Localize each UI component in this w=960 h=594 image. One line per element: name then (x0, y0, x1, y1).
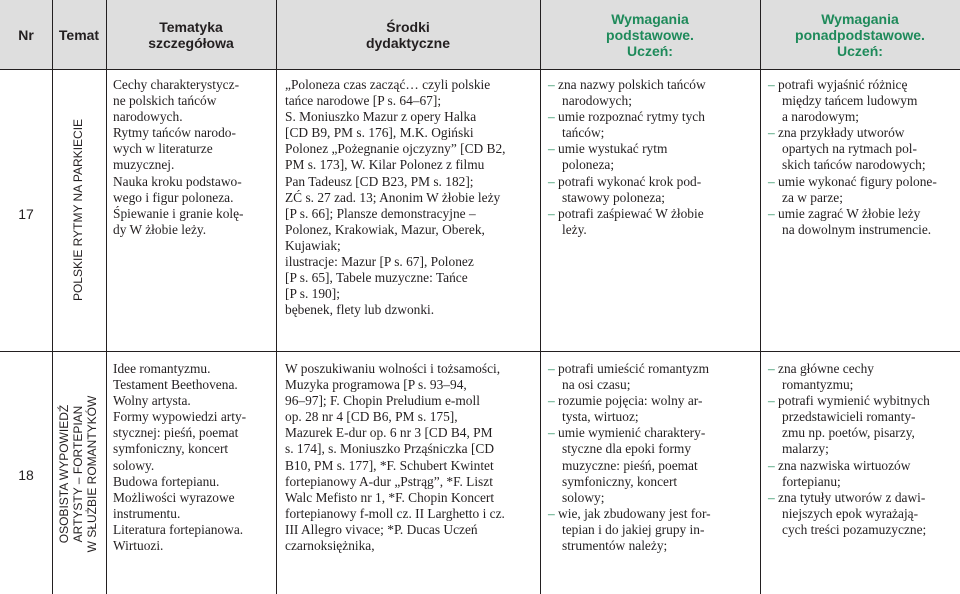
text-line: Możliwości wyrazowe (113, 489, 235, 505)
text-line: III Allegro vivace; *P. Ducas Uczeń (285, 521, 478, 537)
requirement-text: między tańcem ludowym (782, 93, 918, 109)
requirement-text: potrafi umieścić romantyzm (558, 361, 710, 376)
row-topic (50, 356, 106, 592)
row-number: 17 (18, 206, 34, 222)
requirement-text: na dowolnym instrumencie. (782, 221, 932, 237)
requirement-continuation (562, 93, 758, 109)
requirement-text: zna nazwy polskich tańców (558, 77, 706, 92)
requirement-item (548, 393, 758, 409)
text-line: 96–97]; F. Chopin Preludium e-moll (285, 393, 480, 409)
text-line: instrumentu. (113, 505, 181, 521)
requirement-continuation (562, 522, 758, 538)
dash-bullet-icon: – (768, 361, 779, 376)
topic-title: POLSKIE RYTMY NA PARKIECIE (71, 118, 85, 302)
requirement-continuation (782, 222, 958, 238)
requirement-text: stawowy poloneza; (562, 189, 666, 205)
requirement-text: potrafi wymienić wybitnych (778, 393, 930, 409)
requirement-text: leży. (562, 221, 587, 237)
requirement-text: umie wystukać rytm (558, 141, 668, 157)
requirement-item (548, 361, 758, 377)
requirement-text: tysta, wirtuoz; (562, 409, 639, 425)
requirement-continuation (562, 474, 758, 490)
text-line: wych w literaturze (113, 141, 213, 157)
dash-bullet-icon: – (548, 505, 559, 521)
text-line: Wolny artysta. (113, 393, 191, 409)
row-divider (0, 351, 960, 352)
text-line: Muzyka programowa [P s. 93–94, (285, 377, 467, 393)
requirement-continuation (782, 506, 958, 522)
text-line: op. 28 nr 4 [CD B6, PM s. 175], (285, 409, 458, 425)
requirement-continuation (782, 109, 958, 125)
requirement-continuation (562, 377, 758, 393)
dash-bullet-icon: – (548, 361, 559, 376)
text-line: Nauka kroku podstawo- (113, 173, 242, 189)
requirement-continuation (562, 441, 758, 457)
requirement-text: malarzy; (782, 441, 829, 457)
requirement-text: umie zagrać W żłobie leży (778, 205, 921, 221)
requirement-text: a narodowym; (782, 109, 859, 125)
dash-bullet-icon: – (768, 489, 779, 505)
topic-line: ARTYSTY – FORTEPIAN (71, 405, 85, 543)
text-line: s. 174], s. Moniuszko Prząśniczka [CD (285, 441, 495, 457)
advanced-requirements (768, 77, 958, 238)
text-line: stycznej: pieśń, poemat (113, 425, 239, 441)
text-line: [P s. 190]; (285, 286, 340, 302)
requirement-item (768, 125, 958, 141)
requirement-continuation (782, 377, 958, 393)
requirement-continuation (782, 190, 958, 206)
requirement-text: tepian i do jakiej grupy in- (562, 521, 705, 537)
requirement-continuation (562, 125, 758, 141)
requirement-text: styczne dla epoki formy (562, 441, 692, 457)
text-line: Walc Mefisto nr 1, *F. Chopin Koncert (285, 489, 495, 505)
requirement-item (548, 425, 758, 441)
dash-bullet-icon: – (548, 205, 559, 221)
requirement-item (768, 490, 958, 506)
topic-title (57, 396, 99, 553)
requirement-text: solowy; (562, 489, 605, 505)
text-line: Budowa fortepianu. (113, 473, 220, 489)
text-line: narodowych. (113, 109, 183, 125)
basic-requirements (548, 361, 758, 554)
header-wymagania-ponadpodstawowe: Wymagania ponadpodstawowe. Uczeń: (795, 10, 925, 59)
teaching-aids (285, 361, 537, 554)
dash-bullet-icon: – (768, 205, 779, 221)
requirement-item (768, 361, 958, 377)
header-srodki: Środki dydaktyczne (365, 18, 451, 51)
dash-bullet-icon: – (548, 109, 559, 125)
requirement-text: tańców; (562, 125, 605, 141)
dash-bullet-icon: – (548, 173, 559, 189)
requirement-text: strumentów należy; (562, 538, 668, 554)
column-divider (276, 0, 277, 594)
text-line: Rytmy tańców narodo- (113, 125, 236, 141)
text-line: symfoniczny, koncert (113, 441, 229, 457)
requirement-text: niejszych epok wyrażają- (782, 505, 919, 521)
requirement-item (768, 393, 958, 409)
requirement-text: skich tańców narodowych; (782, 157, 926, 173)
requirement-text: cych treści pozamuzyczne; (782, 521, 927, 537)
requirement-item (548, 206, 758, 222)
requirement-continuation (562, 409, 758, 425)
text-line: fortepianowy f-moll cz. II Larghetto i cz. (285, 505, 505, 521)
text-line: ZĆ s. 27 zad. 13; Anonim W żłobie leży (285, 189, 501, 205)
requirement-item (548, 141, 758, 157)
text-line: ne polskich tańców (113, 93, 217, 109)
requirement-continuation (782, 141, 958, 157)
header-tematyka: Tematyka szczegółowa (148, 18, 234, 51)
requirement-item (548, 109, 758, 125)
requirement-item (548, 506, 758, 522)
requirement-item (768, 77, 958, 93)
requirement-continuation (562, 190, 758, 206)
requirement-continuation (562, 490, 758, 506)
text-line: bębenek, flety lub dzwonki. (285, 302, 435, 318)
text-line: Idee romantyzmu. (113, 361, 211, 376)
dash-bullet-icon: – (768, 125, 779, 141)
text-line: S. Moniuszko Mazur z opery Halka (285, 109, 477, 125)
row-number: 18 (18, 467, 34, 483)
text-line: Polonez, Krakowiak, Mazur, Oberek, (285, 221, 485, 237)
requirement-text: zmu np. poetów, pisarzy, (782, 425, 915, 441)
requirement-text: potrafi zaśpiewać W żłobie (558, 205, 704, 221)
requirement-continuation (562, 458, 758, 474)
dash-bullet-icon: – (548, 393, 559, 409)
requirement-text: zna przykłady utworów (778, 125, 905, 141)
column-divider (106, 0, 107, 594)
header-wymagania-podstawowe: Wymagania podstawowe. Uczeń: (606, 10, 694, 59)
requirement-continuation (782, 409, 958, 425)
requirement-continuation (782, 157, 958, 173)
detailed-topics (113, 77, 273, 238)
dash-bullet-icon: – (768, 173, 779, 189)
text-line: solowy. (113, 457, 155, 473)
requirement-text: narodowych; (562, 93, 632, 109)
dash-bullet-icon: – (548, 77, 559, 92)
text-line: B10, PM s. 177], *F. Schubert Kwintet (285, 457, 494, 473)
requirement-continuation (562, 222, 758, 238)
requirement-item (768, 174, 958, 190)
requirement-continuation (782, 425, 958, 441)
requirement-continuation (562, 157, 758, 173)
text-line: [CD B9, PM s. 176], M.K. Ogiński (285, 125, 474, 141)
detailed-topics (113, 361, 273, 554)
text-line: Mazurek E-dur op. 6 nr 3 [CD B4, PM (285, 425, 493, 441)
text-line: wego i figur poloneza. (113, 189, 234, 205)
advanced-requirements (768, 361, 958, 538)
text-line: Pan Tadeusz [CD B23, PM s. 182]; (285, 173, 474, 189)
requirement-text: muzyczne: pieśń, poemat (562, 457, 698, 473)
requirement-text: romantyzmu; (782, 377, 854, 393)
header-temat: Temat (58, 26, 100, 43)
requirement-text: zna nazwiska wirtuozów (778, 457, 911, 473)
requirement-text: potrafi wykonać krok pod- (558, 173, 702, 189)
requirement-item (768, 458, 958, 474)
requirement-text: fortepianu; (782, 473, 841, 489)
basic-requirements (548, 77, 758, 238)
header-nr: Nr (18, 26, 34, 43)
text-line: tańce narodowe [P s. 64–67]; (285, 93, 442, 109)
column-divider (760, 0, 761, 594)
text-line: dy W żłobie leży. (113, 221, 207, 237)
text-line: „Poloneza czas zacząć… czyli polskie (285, 77, 491, 92)
topic-line: OSOBISTA WYPOWIEDŹ (57, 404, 71, 544)
dash-bullet-icon: – (548, 425, 559, 441)
text-line: Cechy charakterystycz- (113, 77, 240, 92)
requirement-continuation (782, 474, 958, 490)
requirement-text: potrafi wyjaśnić różnicę (778, 77, 908, 92)
requirement-text: na osi czasu; (562, 377, 631, 393)
text-line: fortepianowy A-dur „Pstrąg”, *F. Liszt (285, 473, 493, 489)
text-line: PM s. 173], W. Kilar Polonez z filmu (285, 157, 485, 173)
requirement-text: za w parze; (782, 189, 843, 205)
requirement-text: rozumie pojęcia: wolny ar- (558, 393, 703, 409)
requirement-item (548, 77, 758, 93)
row-topic (50, 72, 106, 348)
requirement-continuation (782, 93, 958, 109)
text-line: [P s. 65], Tabele muzyczne: Tańce (285, 270, 468, 286)
requirement-text: zna tytuły utworów z dawi- (778, 489, 926, 505)
text-line: Literatura fortepianowa. (113, 521, 244, 537)
dash-bullet-icon: – (768, 77, 779, 92)
dash-bullet-icon: – (548, 141, 559, 157)
requirement-text: umie rozpoznać rytmy tych (558, 109, 705, 125)
requirement-text: symfoniczny, koncert (562, 473, 678, 489)
requirement-item (548, 174, 758, 190)
row-divider (0, 69, 960, 70)
text-line: Testament Beethovena. (113, 377, 238, 393)
requirement-text: przedstawicieli romanty- (782, 409, 916, 425)
dash-bullet-icon: – (768, 457, 779, 473)
text-line: Kujawiak; (285, 237, 341, 253)
text-line: W poszukiwaniu wolności i tożsamości, (285, 361, 501, 376)
requirement-item (768, 206, 958, 222)
text-line: Polonez „Pożegnanie ojczyzny” [CD B2, (285, 141, 506, 157)
teaching-aids (285, 77, 537, 318)
text-line: ilustracje: Mazur [P s. 67], Polonez (285, 254, 474, 270)
dash-bullet-icon: – (768, 393, 779, 409)
requirement-text: umie wymienić charaktery- (558, 425, 706, 441)
requirement-text: umie wykonać figury polone- (778, 173, 937, 189)
requirement-text: wie, jak zbudowany jest for- (558, 505, 711, 521)
requirement-continuation (782, 441, 958, 457)
requirement-text: poloneza; (562, 157, 615, 173)
column-divider (540, 0, 541, 594)
requirement-continuation (562, 538, 758, 554)
text-line: Formy wypowiedzi arty- (113, 409, 247, 425)
requirement-continuation (782, 522, 958, 538)
text-line: [P s. 66]; Plansze demonstracyjne – (285, 205, 476, 221)
topic-line: W SŁUŻBIE ROMANTYKÓW (85, 395, 99, 553)
text-line: Wirtuozi. (113, 538, 164, 554)
text-line: muzycznej. (113, 157, 175, 173)
text-line: czarnoksiężnika, (285, 538, 375, 554)
text-line: Śpiewanie i granie kolę- (113, 205, 244, 221)
requirement-text: opartych na rytmach pol- (782, 141, 917, 157)
requirement-text: zna główne cechy (778, 361, 874, 376)
